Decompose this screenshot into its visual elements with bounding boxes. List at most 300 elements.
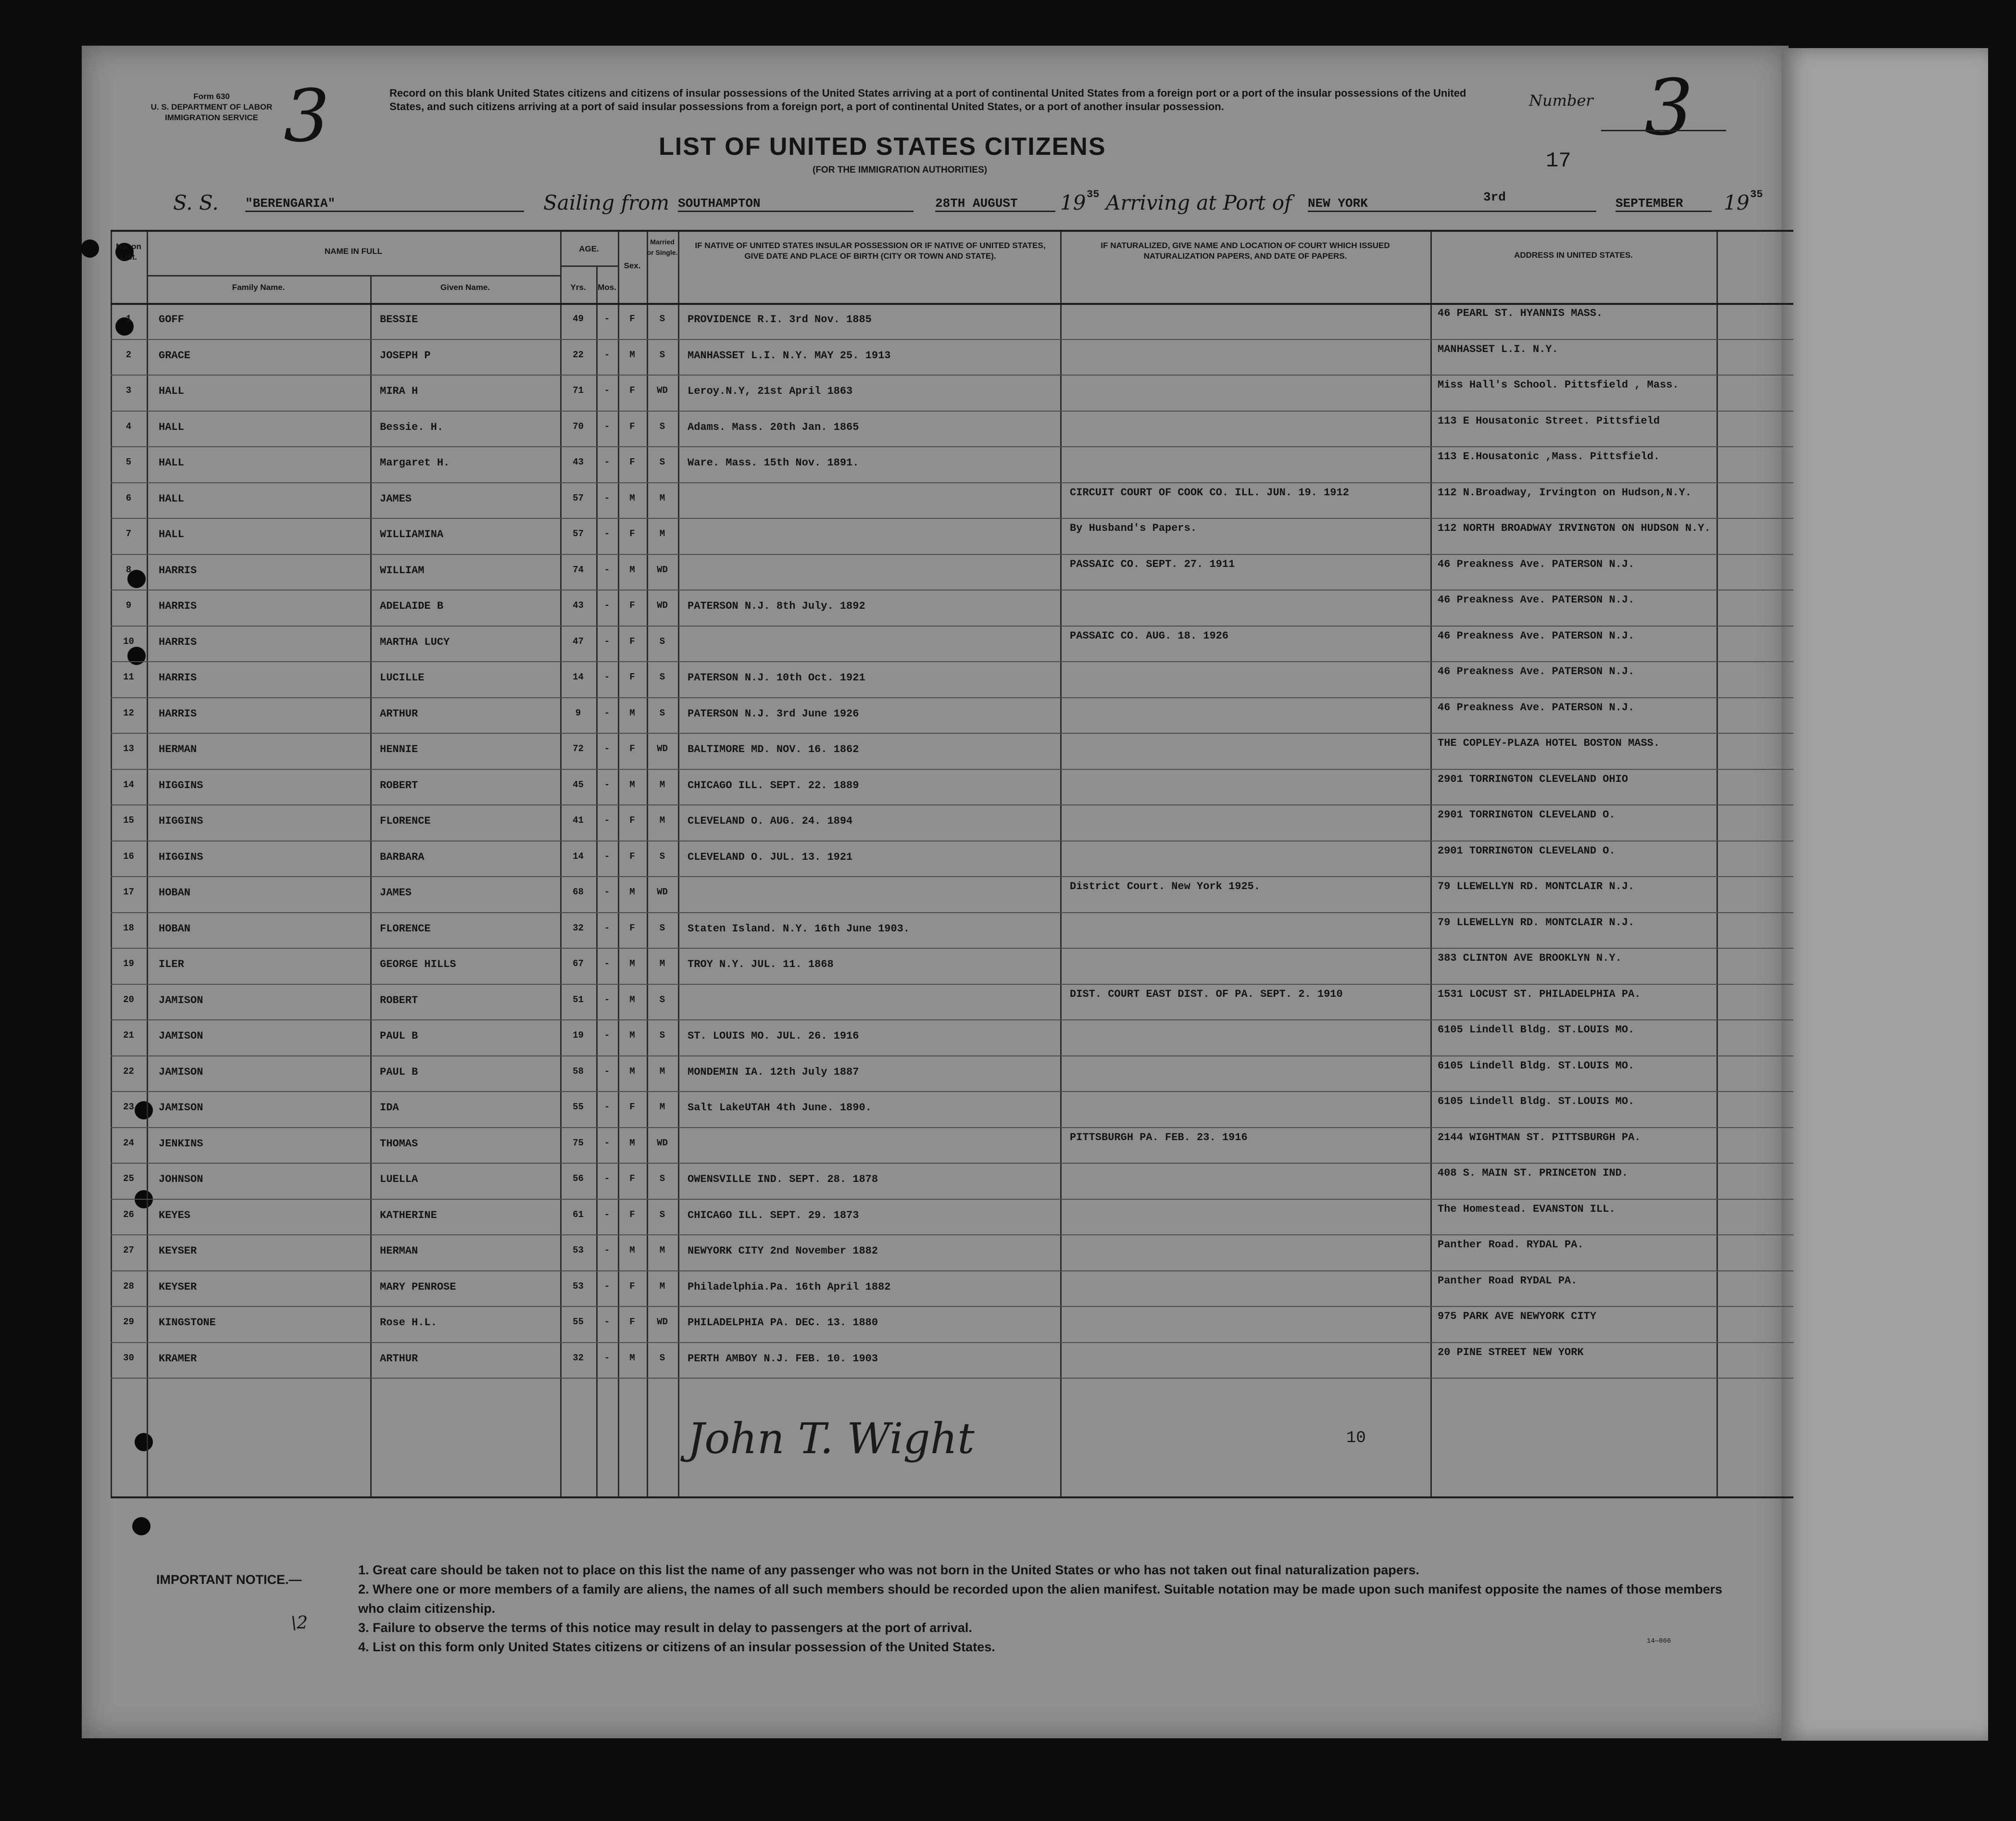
row-divider (111, 1091, 1793, 1092)
cell-addr: 46 Preakness Ave. PATERSON N.J. (1438, 666, 1635, 678)
cell-ms: M (659, 958, 665, 969)
cell-family: ILER (159, 958, 184, 970)
cell-ms: S (659, 922, 665, 933)
cell-ms: M (659, 1281, 665, 1292)
cell-no: 9 (125, 600, 132, 611)
cell-no: 19 (123, 958, 134, 969)
cell-yrs: 49 (573, 314, 584, 324)
cell-ms: S (659, 707, 665, 718)
cell-no: 23 (123, 1102, 134, 1112)
cell-mos: - (604, 815, 610, 826)
cell-addr: 46 Preakness Ave. PATERSON N.J. (1438, 629, 1635, 642)
cell-given: HENNIE (380, 743, 418, 755)
row-divider (111, 1163, 1793, 1164)
row-divider (111, 1127, 1793, 1128)
cell-mos: - (604, 385, 610, 396)
cell-addr: Panther Road RYDAL PA. (1438, 1274, 1578, 1287)
cell-birth: MONDEMIN IA. 12th July 1887 (688, 1066, 859, 1078)
cell-yrs: 9 (575, 707, 581, 718)
header-no: No. on List. (116, 242, 141, 262)
row-divider (111, 697, 1793, 698)
cell-mos: - (604, 1281, 610, 1292)
header-yrs: Yrs. (570, 283, 586, 292)
cell-mos: - (604, 1352, 610, 1363)
row-divider (111, 1019, 1793, 1020)
cell-no: 2 (125, 349, 132, 360)
cell-given: MARY PENROSE (380, 1281, 456, 1293)
cell-yrs: 14 (573, 672, 584, 682)
cell-addr: 46 Preakness Ave. PATERSON N.J. (1438, 594, 1635, 606)
row-divider (111, 626, 1793, 627)
cell-ms: S (659, 1173, 665, 1184)
cell-yrs: 55 (573, 1102, 584, 1112)
department: U. S. DEPARTMENT OF LABOR (150, 102, 273, 112)
punch-hole (81, 239, 99, 258)
cell-yrs: 68 (573, 887, 584, 897)
cell-sex: F (629, 636, 635, 647)
cell-no: 7 (125, 528, 132, 539)
cell-given: Rose H.L. (380, 1317, 437, 1329)
cell-sex: M (629, 349, 635, 360)
cell-addr: 6105 Lindell Bldg. ST.LOUIS MO. (1438, 1059, 1635, 1072)
cell-family: KINGSTONE (159, 1317, 216, 1329)
cell-nat: CIRCUIT COURT OF COOK CO. ILL. JUN. 19. 1912 (1070, 486, 1349, 499)
cell-yrs: 43 (573, 600, 584, 611)
service: IMMIGRATION SERVICE (165, 113, 258, 122)
cell-family: JAMISON (159, 1066, 203, 1078)
cell-family: HALL (159, 528, 184, 540)
cell-birth: Staten Island. N.Y. 16th June 1903. (688, 922, 910, 935)
cell-family: GOFF (159, 314, 184, 326)
row-divider (111, 1270, 1793, 1271)
cell-sex: M (629, 564, 635, 575)
cell-addr: 2901 TORRINGTON CLEVELAND O. (1438, 809, 1615, 821)
cell-ms: S (659, 457, 665, 467)
cell-addr: MANHASSET L.I. N.Y. (1438, 343, 1558, 355)
from-port: SOUTHAMPTON (678, 196, 914, 212)
cell-family: JAMISON (159, 994, 203, 1006)
cell-no: 22 (123, 1066, 134, 1077)
cell-ms: S (659, 672, 665, 682)
page-mark: 17 (1546, 149, 1571, 173)
page-subtitle: (FOR THE IMMIGRATION AUTHORITIES) (813, 165, 988, 175)
cell-no: 6 (125, 492, 132, 503)
cell-birth: PATERSON N.J. 10th Oct. 1921 (688, 672, 865, 684)
cell-sex: F (629, 1173, 635, 1184)
header-birth: IF NATIVE OF UNITED STATES INSULAR POSSESSION OR IF NATIVE OF UNITED STATES, GIVE DATE AND PLACE OF BIRTH (CITY OR TOWN AND STATE). (695, 241, 1046, 261)
cell-family: KEYSER (159, 1281, 197, 1293)
row-divider (111, 411, 1793, 412)
cell-ms: WD (657, 887, 668, 897)
cell-yrs: 19 (573, 1030, 584, 1041)
cell-given: GEORGE HILLS (380, 958, 456, 970)
cell-addr: 46 Preakness Ave. PATERSON N.J. (1438, 701, 1635, 714)
cell-mos: - (604, 1245, 610, 1256)
notice-items (358, 1560, 1728, 1657)
cell-birth: PATERSON N.J. 3rd June 1926 (688, 707, 859, 720)
cell-yrs: 58 (573, 1066, 584, 1077)
cell-ms: S (659, 851, 665, 862)
print-code: 14—866 (1647, 1637, 1671, 1645)
cell-given: MARTHA LUCY (380, 636, 450, 648)
cell-ms: WD (657, 385, 668, 396)
cell-family: HALL (159, 492, 184, 505)
cell-given: WILLIAM (380, 564, 425, 577)
cell-given: FLORENCE (380, 922, 431, 935)
cell-given: Bessie. H. (380, 421, 444, 433)
cell-family: HARRIS (159, 600, 197, 612)
cell-sex: F (629, 922, 635, 933)
cell-birth: PHILADELPHIA PA. DEC. 13. 1880 (688, 1317, 878, 1329)
cell-family: GRACE (159, 349, 191, 362)
cell-given: JAMES (380, 887, 412, 899)
cell-sex: M (629, 492, 635, 503)
cell-sex: F (629, 314, 635, 324)
cell-ms: S (659, 636, 665, 647)
cell-yrs: 72 (573, 743, 584, 754)
cell-family: HALL (159, 457, 184, 469)
cell-ms: M (659, 815, 665, 826)
cell-addr: 113 E.Housatonic ,Mass. Pittsfield. (1438, 451, 1660, 463)
officer-signature: John T. Wight (688, 1414, 975, 1463)
cell-addr: 1531 LOCUST ST. PHILADELPHIA PA. (1438, 988, 1641, 1000)
cell-nat: DIST. COURT EAST DIST. OF PA. SEPT. 2. 1910 (1070, 988, 1343, 1000)
header-family-name: Family Name. (232, 283, 285, 292)
cell-given: LUCILLE (380, 672, 425, 684)
cell-sex: F (629, 528, 635, 539)
cell-mos: - (604, 564, 610, 575)
cell-mos: - (604, 922, 610, 933)
row-divider (111, 876, 1793, 877)
form-number: Form 630 (193, 92, 230, 101)
cell-given: BESSIE (380, 314, 418, 326)
cell-ms: S (659, 421, 665, 432)
cell-mos: - (604, 851, 610, 862)
cell-given: ARTHUR (380, 1352, 418, 1365)
punch-hole (132, 1517, 150, 1535)
cell-birth: ST. LOUIS MO. JUL. 26. 1916 (688, 1030, 859, 1042)
cell-addr: 79 LLEWELLYN RD. MONTCLAIR N.J. (1438, 916, 1635, 929)
cell-family: HIGGINS (159, 815, 203, 827)
cell-yrs: 53 (573, 1245, 584, 1256)
cell-birth: Ware. Mass. 15th Nov. 1891. (688, 457, 859, 469)
adjacent-page (1781, 48, 1988, 1741)
cell-addr: Panther Road. RYDAL PA. (1438, 1239, 1584, 1251)
cell-sex: F (629, 600, 635, 611)
row-divider (111, 1199, 1793, 1200)
cell-mos: - (604, 672, 610, 682)
cell-yrs: 71 (573, 385, 584, 396)
cell-yrs: 57 (573, 492, 584, 503)
cell-birth: OWENSVILLE IND. SEPT. 28. 1878 (688, 1173, 878, 1185)
cell-family: HARRIS (159, 672, 197, 684)
row-divider (111, 948, 1793, 949)
cell-given: ADELAIDE B (380, 600, 444, 612)
cell-family: HARRIS (159, 564, 197, 577)
cell-given: PAUL B (380, 1066, 418, 1078)
cell-yrs: 32 (573, 1352, 584, 1363)
row-divider (111, 769, 1793, 770)
cell-family: HALL (159, 421, 184, 433)
arrival-port: NEW YORK (1308, 196, 1596, 212)
cell-no: 12 (123, 707, 134, 718)
cell-birth: CHICAGO ILL. SEPT. 22. 1889 (688, 779, 859, 791)
cell-sex: M (629, 958, 635, 969)
cell-given: ROBERT (380, 779, 418, 791)
cell-addr: 79 LLEWELLYN RD. MONTCLAIR N.J. (1438, 880, 1635, 892)
cell-birth: CHICAGO ILL. SEPT. 29. 1873 (688, 1209, 859, 1221)
row-divider (111, 733, 1793, 734)
form-identification (144, 91, 279, 123)
cell-sex: F (629, 851, 635, 862)
cell-family: JENKINS (159, 1137, 203, 1150)
notice-item: 1. Great care should be taken not to place on this list the name of any passenger who was not born in the United States or who has not taken out final naturalization papers. (358, 1563, 1419, 1577)
cell-mos: - (604, 636, 610, 647)
cell-yrs: 75 (573, 1137, 584, 1148)
cell-given: PAUL B (380, 1030, 418, 1042)
cell-given: MIRA H (380, 385, 418, 397)
cell-birth: NEWYORK CITY 2nd November 1882 (688, 1245, 878, 1257)
cell-no: 14 (123, 779, 134, 790)
cell-family: HARRIS (159, 636, 197, 648)
cell-no: 20 (123, 994, 134, 1005)
cell-no: 25 (123, 1173, 134, 1184)
cell-yrs: 67 (573, 958, 584, 969)
cell-sex: M (629, 994, 635, 1005)
cell-addr: The Homestead. EVANSTON ILL. (1438, 1203, 1615, 1215)
notice-item: 4. List on this form only United States citizens or citizens of an insular possession of the United States. (358, 1640, 995, 1654)
cell-nat: By Husband's Papers. (1070, 522, 1197, 534)
cell-addr: THE COPLEY-PLAZA HOTEL BOSTON MASS. (1438, 737, 1660, 749)
cell-no: 18 (123, 922, 134, 933)
cell-sex: F (629, 815, 635, 826)
sail-year: 35 (1087, 188, 1100, 201)
cell-addr: 975 PARK AVE NEWYORK CITY (1438, 1310, 1597, 1322)
cell-birth: BALTIMORE MD. NOV. 16. 1862 (688, 743, 859, 755)
cell-ms: WD (657, 743, 668, 754)
cell-yrs: 74 (573, 564, 584, 575)
cell-no: 4 (125, 421, 132, 432)
cell-mos: - (604, 958, 610, 969)
cell-sex: F (629, 457, 635, 467)
row-divider (111, 984, 1793, 985)
cell-no: 11 (123, 672, 134, 682)
cell-nat: PITTSBURGH PA. FEB. 23. 1916 (1070, 1131, 1248, 1143)
cell-family: HERMAN (159, 743, 197, 755)
cell-yrs: 51 (573, 994, 584, 1005)
cell-given: KATHERINE (380, 1209, 437, 1221)
cell-given: HERMAN (380, 1245, 418, 1257)
cell-ms: S (659, 1030, 665, 1041)
cell-ms: WD (657, 1137, 668, 1148)
cell-sex: M (629, 1066, 635, 1077)
cell-sex: M (629, 1245, 635, 1256)
arriving-label: Arriving at Port of (1106, 191, 1292, 214)
cell-given: BARBARA (380, 851, 425, 863)
cell-sex: M (629, 1030, 635, 1041)
cell-ms: WD (657, 564, 668, 575)
cell-family: HIGGINS (159, 779, 203, 791)
cell-yrs: 57 (573, 528, 584, 539)
cell-addr: 113 E Housatonic Street. Pittsfield (1438, 414, 1660, 427)
cell-birth: CLEVELAND O. JUL. 13. 1921 (688, 851, 853, 863)
row-divider (111, 1378, 1793, 1379)
cell-birth: MANHASSET L.I. N.Y. MAY 25. 1913 (688, 349, 891, 362)
cell-mos: - (604, 349, 610, 360)
cell-nat: PASSAIC CO. SEPT. 27. 1911 (1070, 558, 1235, 570)
cell-ms: S (659, 349, 665, 360)
cell-yrs: 55 (573, 1317, 584, 1327)
arrival-day: 3rd (1483, 190, 1506, 204)
cell-addr: 20 PINE STREET NEW YORK (1438, 1346, 1584, 1358)
cell-family: HOBAN (159, 922, 191, 935)
cell-addr: 112 NORTH BROADWAY IRVINGTON ON HUDSON N.Y. (1438, 522, 1711, 534)
cell-no: 24 (123, 1137, 134, 1148)
cell-birth: Adams. Mass. 20th Jan. 1865 (688, 421, 859, 433)
arrival-year: 35 (1750, 188, 1763, 201)
manifest-table (111, 230, 1793, 1498)
cell-no: 30 (123, 1352, 134, 1363)
cell-ms: S (659, 1352, 665, 1363)
cell-no: 8 (125, 564, 132, 575)
cell-family: HARRIS (159, 707, 197, 720)
cell-given: JAMES (380, 492, 412, 505)
row-divider (111, 339, 1793, 340)
number-value: 3 (1644, 63, 1693, 152)
cell-ms: M (659, 492, 665, 503)
cell-no: 13 (123, 743, 134, 754)
notice-item: 3. Failure to observe the terms of this notice may result in delay to passengers at the port of arrival. (358, 1620, 972, 1635)
margin-mark: \2 (291, 1613, 308, 1633)
row-divider (111, 1342, 1793, 1343)
cell-ms: M (659, 1102, 665, 1112)
arrival-month: SEPTEMBER (1615, 196, 1712, 212)
cell-ms: S (659, 994, 665, 1005)
cell-family: HIGGINS (159, 851, 203, 863)
cell-ms: M (659, 1245, 665, 1256)
cell-ms: S (659, 314, 665, 324)
cell-no: 15 (123, 815, 134, 826)
cell-yrs: 41 (573, 815, 584, 826)
number-underline (1601, 130, 1726, 131)
cell-nat: PASSAIC CO. AUG. 18. 1926 (1070, 629, 1229, 642)
cell-given: LUELLA (380, 1173, 418, 1185)
notice-label: IMPORTANT NOTICE.— (156, 1572, 302, 1587)
ss-label: S. S. (173, 191, 219, 214)
cell-birth: Leroy.N.Y, 21st April 1863 (688, 385, 853, 397)
row-divider (111, 375, 1793, 376)
cell-birth: Salt LakeUTAH 4th June. 1890. (688, 1102, 872, 1114)
cell-family: KEYES (159, 1209, 191, 1221)
cell-sex: M (629, 707, 635, 718)
header-name-in-full: NAME IN FULL (325, 247, 382, 256)
cell-no: 17 (123, 887, 134, 897)
cell-no: 29 (123, 1317, 134, 1327)
cell-mos: - (604, 743, 610, 754)
cell-addr: 2901 TORRINGTON CLEVELAND O. (1438, 844, 1615, 857)
cell-yrs: 61 (573, 1209, 584, 1220)
cell-mos: - (604, 1030, 610, 1041)
cell-no: 21 (123, 1030, 134, 1041)
cell-mos: - (604, 600, 610, 611)
cell-addr: 46 PEARL ST. HYANNIS MASS. (1438, 307, 1603, 319)
cell-ms: S (659, 1209, 665, 1220)
cell-yrs: 22 (573, 349, 584, 360)
cell-addr: 6105 Lindell Bldg. ST.LOUIS MO. (1438, 1024, 1635, 1036)
cell-sex: M (629, 1137, 635, 1148)
header-mos: Mos. (598, 283, 616, 292)
cell-yrs: 45 (573, 779, 584, 790)
notice-item: 2. Where one or more members of a family are aliens, the names of all such members should be recorded upon the alien manifest. Suitable notation may be made upon such manifest opposite the names of those members who claim citizenship. (358, 1582, 1723, 1616)
cell-family: JAMISON (159, 1102, 203, 1114)
cell-mos: - (604, 492, 610, 503)
row-divider (111, 554, 1793, 555)
intro-text: Record on this blank United States citizens and citizens of insular possessions of the United States arriving at a port of continental United States from a foreign port or a port of the insular possessions of the United States, and such citizens arriving at a port of said insular possessions from a foreign port, a port of continental United States, or a port of another insular possession. (389, 87, 1466, 113)
cell-mos: - (604, 1209, 610, 1220)
cell-ms: WD (657, 600, 668, 611)
cell-ms: M (659, 1066, 665, 1077)
cell-sex: F (629, 672, 635, 682)
cell-addr: 6105 Lindell Bldg. ST.LOUIS MO. (1438, 1095, 1635, 1107)
page-count: 10 (1346, 1429, 1366, 1447)
cell-no: 16 (123, 851, 134, 862)
cell-addr: 2901 TORRINGTON CLEVELAND OHIO (1438, 773, 1628, 785)
cell-birth: PERTH AMBOY N.J. FEB. 10. 1903 (688, 1352, 878, 1365)
cell-family: KRAMER (159, 1352, 197, 1365)
cell-given: IDA (380, 1102, 399, 1114)
cell-sex: M (629, 779, 635, 790)
cell-mos: - (604, 1066, 610, 1077)
header-married: Married or Single. (647, 238, 678, 256)
cell-no: 1 (125, 314, 132, 324)
row-divider (111, 661, 1793, 662)
cell-sex: F (629, 1317, 635, 1327)
year-prefix-2: 19 (1724, 191, 1750, 214)
cell-sex: F (629, 421, 635, 432)
cell-addr: 383 CLINTON AVE BROOKLYN N.Y. (1438, 952, 1622, 964)
cell-ms: M (659, 528, 665, 539)
header-naturalized: IF NATURALIZED, GIVE NAME AND LOCATION OF COURT WHICH ISSUED NATURALIZATION PAPERS, AND DATE OF PAPERS. (1101, 241, 1390, 261)
cell-nat: District Court. New York 1925. (1070, 880, 1261, 892)
cell-given: WILLIAMINA (380, 528, 444, 540)
cell-ms: WD (657, 1317, 668, 1327)
cell-yrs: 70 (573, 421, 584, 432)
row-divider (111, 804, 1793, 805)
cell-birth: PROVIDENCE R.I. 3rd Nov. 1885 (688, 314, 872, 326)
handwritten-list-number: 3 (284, 75, 330, 158)
cell-mos: - (604, 1102, 610, 1112)
cell-given: THOMAS (380, 1137, 418, 1150)
cell-mos: - (604, 1137, 610, 1148)
cell-addr: 2144 WIGHTMAN ST. PITTSBURGH PA. (1438, 1131, 1641, 1143)
row-divider (111, 1234, 1793, 1235)
cell-mos: - (604, 707, 610, 718)
cell-yrs: 53 (573, 1281, 584, 1292)
cell-birth: CLEVELAND O. AUG. 24. 1894 (688, 815, 853, 827)
cell-no: 10 (123, 636, 134, 647)
cell-family: JAMISON (159, 1030, 203, 1042)
cell-sex: F (629, 1102, 635, 1112)
cell-yrs: 56 (573, 1173, 584, 1184)
cell-mos: - (604, 994, 610, 1005)
cell-family: HALL (159, 385, 184, 397)
cell-sex: F (629, 743, 635, 754)
page-title: LIST OF UNITED STATES CITIZENS (659, 133, 1106, 161)
cell-no: 27 (123, 1245, 134, 1256)
cell-sex: M (629, 887, 635, 897)
sail-date: 28TH AUGUST (935, 196, 1055, 212)
cell-mos: - (604, 779, 610, 790)
